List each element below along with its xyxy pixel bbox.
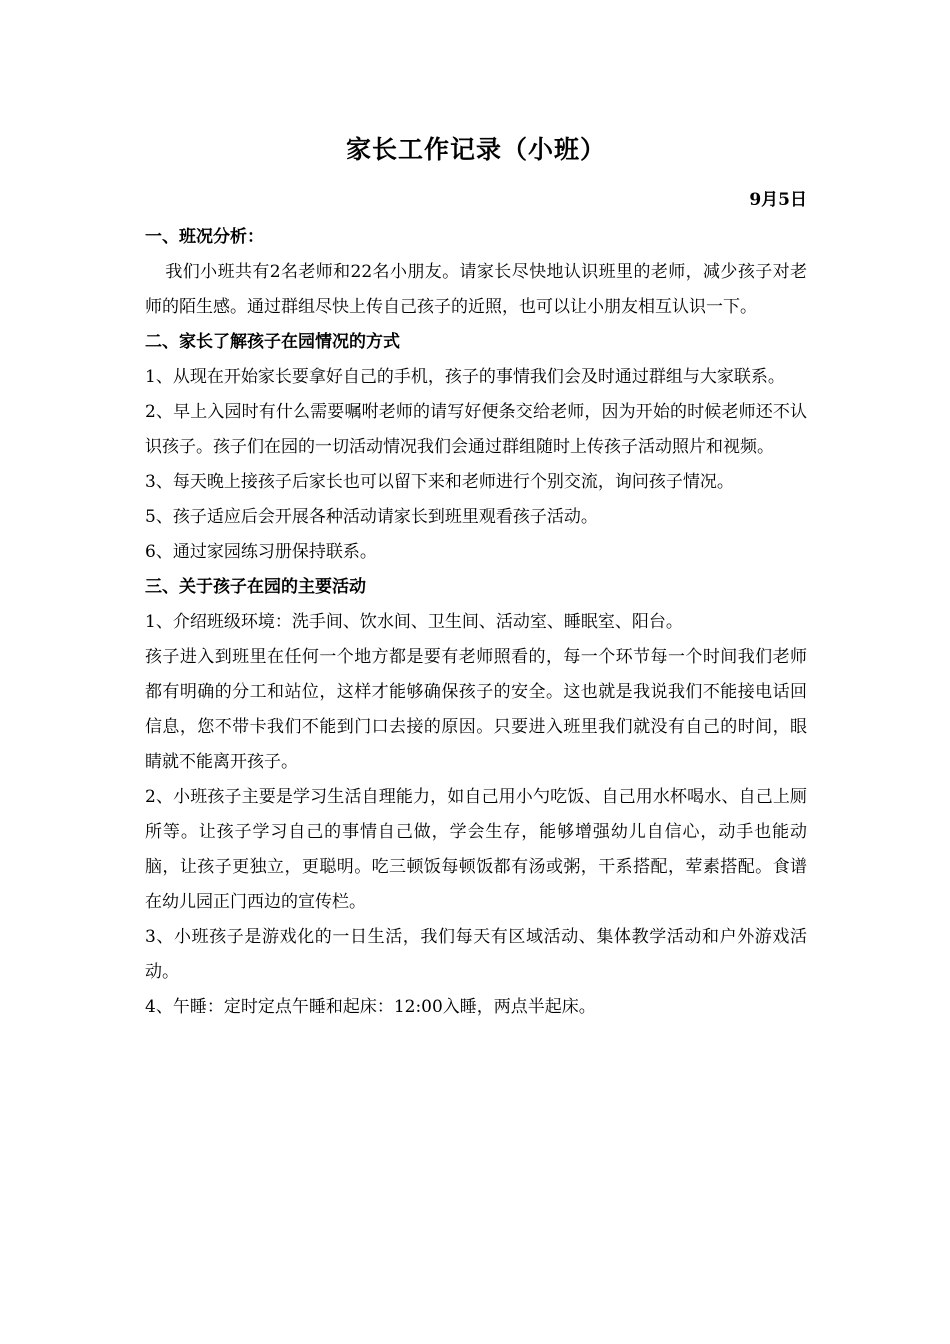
paragraph: 我们小班共有2名老师和22名小朋友。请家长尽快地认识班里的老师，减少孩子对老师的陌生感。通过群组尽快上传自己孩子的近照，也可以让小朋友相互认识一下。 (145, 262, 807, 317)
paragraph: 4、午睡：定时定点午睡和起床：12:00入睡，两点半起床。 (145, 997, 596, 1017)
paragraph: 2、小班孩子主要是学习生活自理能力，如自己用小勺吃饭、自己用水杯喝水、自己上厕所等。让孩子学习自己的事情自己做，学会生存，能够增强幼儿自信心，动手也能动脑，让孩子更独立，更聪明。吃三顿饭每顿饭都有汤或粥，干系搭配，荤素搭配。食谱在幼儿园正门西边的宣传栏。 (145, 787, 807, 912)
paragraph: 2、早上入园时有什么需要嘱咐老师的请写好便条交给老师，因为开始的时候老师还不认识孩子。孩子们在园的一切活动情况我们会通过群组随时上传孩子活动照片和视频。 (145, 402, 807, 457)
document-title: 家长工作记录（小班） (345, 135, 606, 164)
section-heading: 一、班况分析： (145, 227, 264, 247)
document-body (145, 220, 807, 1025)
document-date: 9月5日 (749, 190, 807, 210)
paragraph: 1、从现在开始家长要拿好自己的手机，孩子的事情我们会及时通过群组与大家联系。 (145, 367, 785, 387)
paragraph: 5、孩子适应后会开展各种活动请家长到班里观看孩子活动。 (145, 507, 598, 527)
section-heading: 二、家长了解孩子在园情况的方式 (145, 332, 400, 352)
paragraph: 3、小班孩子是游戏化的一日生活，我们每天有区域活动、集体教学活动和户外游戏活动。 (145, 927, 807, 982)
paragraph: 6、通过家园练习册保持联系。 (145, 542, 377, 562)
paragraph: 1、介绍班级环境：洗手间、饮水间、卫生间、活动室、睡眠室、阳台。 (145, 612, 683, 632)
paragraph: 孩子进入到班里在任何一个地方都是要有老师照看的，每一个环节每一个时间我们老师都有明确的分工和站位，这样才能够确保孩子的安全。这也就是我说我们不能接电话回信息，您不带卡我们不能到门口去接的原因。只要进入班里我们就没有自己的时间，眼睛就不能离开孩子。 (145, 647, 807, 772)
section-heading: 三、关于孩子在园的主要活动 (145, 577, 366, 597)
paragraph: 3、每天晚上接孩子后家长也可以留下来和老师进行个别交流，询问孩子情况。 (145, 472, 734, 492)
